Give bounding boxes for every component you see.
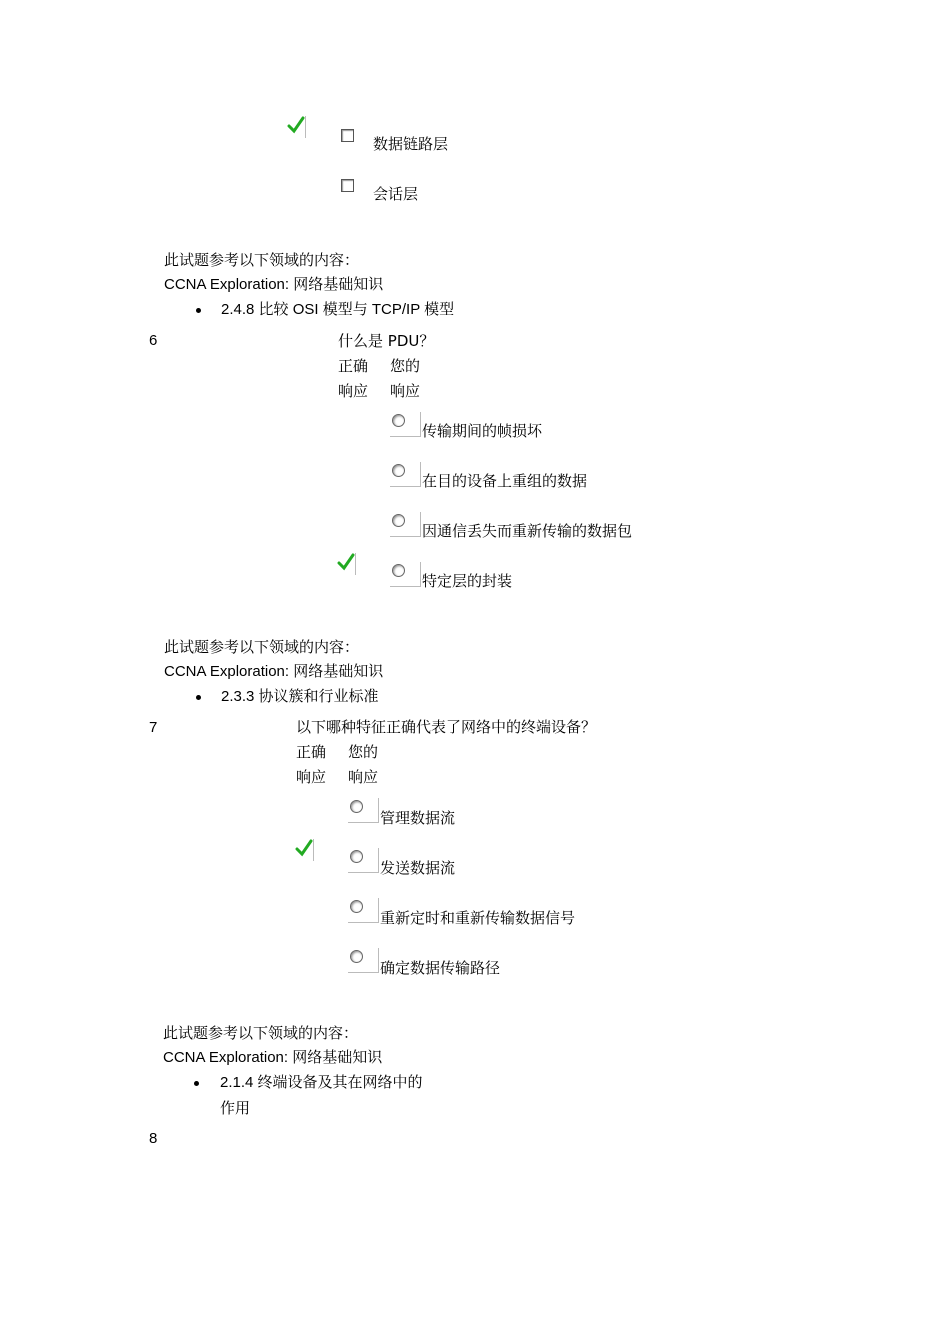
question-number: 6 [149,332,158,349]
column-header-yours: 您的 [348,743,379,761]
question-text: 什么是 PDU？ [338,332,435,350]
reference-course: CCNA Exploration: 网络基础知识 [164,663,384,680]
radio-icon [392,464,405,477]
question-number: 8 [149,1130,158,1147]
radio-icon [392,414,405,427]
radio-icon [350,850,363,863]
option-label: 数据链路层 [373,135,449,153]
option-label: 特定层的封装 [422,572,513,590]
radio-button[interactable] [348,898,379,923]
reference-course: CCNA Exploration: 网络基础知识 [164,276,384,293]
reference-topic: 2.3.3 协议簇和行业标准 [221,688,379,705]
question-text: 以下哪种特征正确代表了网络中的终端设备？ [296,718,597,736]
checkbox[interactable] [341,129,354,142]
bullet [194,1081,199,1086]
reference-intro: 此试题参考以下领域的内容： [164,638,360,656]
option-label: 确定数据传输路径 [380,959,501,977]
radio-icon [350,950,363,963]
option-label: 管理数据流 [380,809,456,827]
correct-answer-check-icon [337,553,356,575]
column-header-yours: 响应 [390,382,421,400]
radio-icon [350,900,363,913]
option-label: 会话层 [373,185,419,203]
column-header-correct: 正确 [338,357,369,375]
correct-answer-check-icon [295,839,314,861]
option-label: 重新定时和重新传输数据信号 [380,909,576,927]
bullet [196,308,201,313]
option-label: 因通信丢失而重新传输的数据包 [422,522,633,540]
radio-button[interactable] [390,512,421,537]
radio-button[interactable] [390,462,421,487]
checkbox[interactable] [341,179,354,192]
radio-button[interactable] [348,798,379,823]
reference-course: CCNA Exploration: 网络基础知识 [163,1049,383,1066]
option-label: 发送数据流 [380,859,456,877]
radio-button[interactable] [348,948,379,973]
option-label: 在目的设备上重组的数据 [422,472,588,490]
column-header-correct: 响应 [338,382,369,400]
question-number: 7 [149,719,158,736]
bullet [196,695,201,700]
radio-icon [392,564,405,577]
reference-intro: 此试题参考以下领域的内容： [164,251,360,269]
correct-answer-check-icon [287,116,306,138]
radio-button[interactable] [390,412,421,437]
radio-icon [350,800,363,813]
option-label: 传输期间的帧损坏 [422,422,543,440]
reference-topic: 2.4.8 比较 OSI 模型与 TCP/IP 模型 [221,301,455,318]
radio-button[interactable] [390,562,421,587]
column-header-correct: 响应 [296,768,327,786]
column-header-yours: 您的 [390,357,421,375]
column-header-yours: 响应 [348,768,379,786]
radio-icon [392,514,405,527]
column-header-correct: 正确 [296,743,327,761]
reference-topic: 2.1.4 终端设备及其在网络中的 [220,1074,423,1091]
radio-button[interactable] [348,848,379,873]
reference-intro: 此试题参考以下领域的内容： [163,1024,359,1042]
reference-topic-continued: 作用 [220,1099,251,1117]
